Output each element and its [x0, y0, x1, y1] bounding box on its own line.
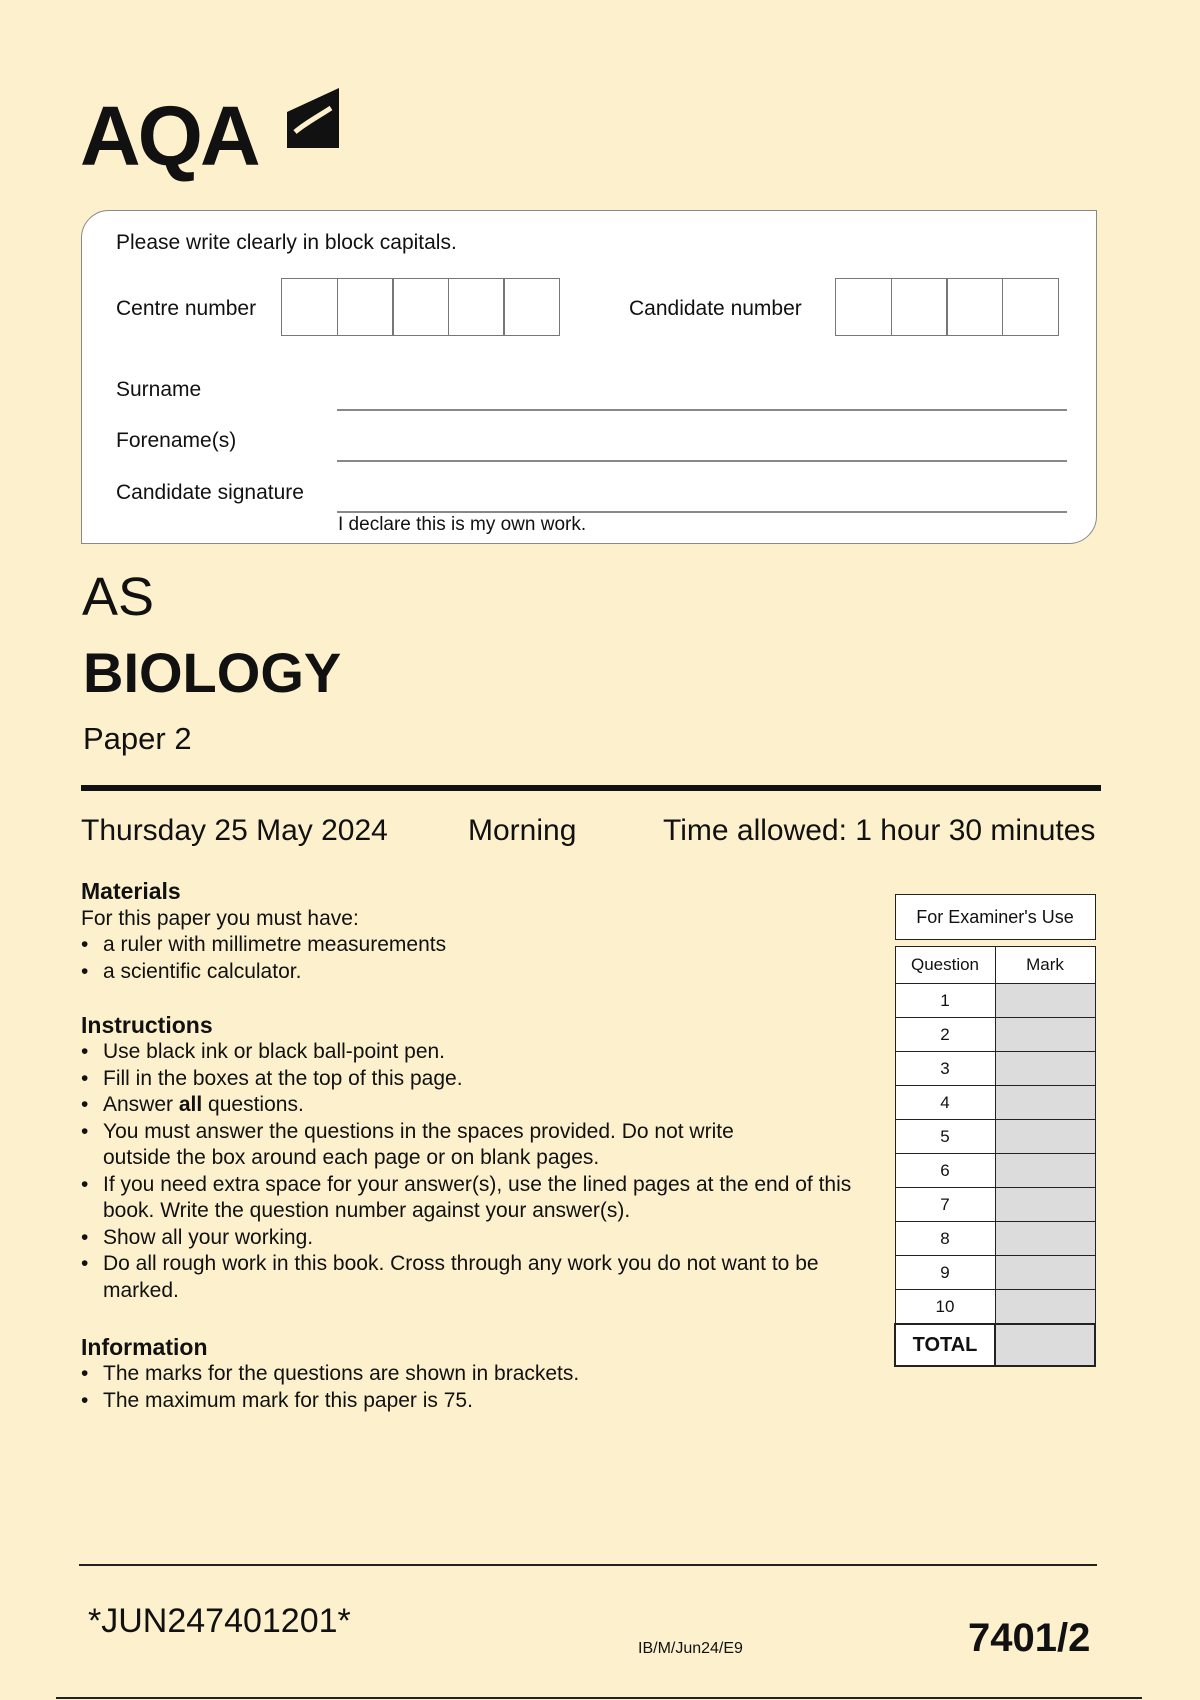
table-row [895, 1222, 1095, 1256]
time-allowed: Time allowed: 1 hour 30 minutes [663, 814, 1096, 847]
paper-title: Paper 2 [83, 721, 192, 756]
table-row [895, 1120, 1095, 1154]
page-bottom-rule [56, 1697, 1142, 1699]
question-number-cell: 5 [895, 1120, 995, 1154]
centre-digit-box[interactable] [337, 278, 394, 336]
signature-line[interactable] [337, 511, 1067, 513]
mark-column-header: Mark [995, 947, 1095, 984]
reference-code: IB/M/Jun24/E9 [638, 1640, 743, 1657]
centre-number-label: Centre number [116, 297, 257, 320]
footer-divider [79, 1564, 1097, 1566]
materials-heading: Materials [81, 878, 181, 904]
candidate-digit-box[interactable] [891, 278, 948, 336]
table-row [895, 1086, 1095, 1120]
question-number-cell: 7 [895, 1188, 995, 1222]
mark-cell[interactable] [995, 1086, 1095, 1120]
total-mark-cell[interactable] [995, 1324, 1095, 1366]
surname-line[interactable] [337, 409, 1067, 411]
surname-label: Surname [116, 378, 202, 401]
instructions-heading: Instructions [81, 1012, 213, 1038]
question-number-cell: 4 [895, 1086, 995, 1120]
information-heading: Information [81, 1334, 208, 1360]
exam-date: Thursday 25 May 2024 [81, 814, 388, 847]
table-row [895, 1188, 1095, 1222]
declaration-text: I declare this is my own work. [338, 514, 587, 535]
question-number-cell: 6 [895, 1154, 995, 1188]
list-item: • If you need extra space for your answer(s), use the lined pages at the end of this book. Write the question number against your answer(s). [81, 1172, 883, 1225]
question-column-header: Question [895, 947, 995, 984]
table-row [895, 1018, 1095, 1052]
table-row [895, 1290, 1095, 1325]
list-item: • a scientific calculator. [81, 959, 881, 986]
candidate-details-box [81, 210, 1097, 544]
list-item: • Show all your working. [81, 1225, 871, 1252]
list-item: • Do all rough work in this book. Cross through any work you do not want to be marked. [81, 1251, 823, 1304]
aqa-leaf-icon [285, 86, 341, 148]
mark-cell[interactable] [995, 1188, 1095, 1222]
candidate-number-label: Candidate number [629, 297, 802, 320]
paper-code: 7401/2 [968, 1616, 1091, 1660]
list-item: • Use black ink or black ball-point pen. [81, 1039, 871, 1066]
materials-list [81, 932, 881, 985]
table-row [895, 1256, 1095, 1290]
instructions-section [81, 1011, 871, 1304]
candidate-digit-box[interactable] [946, 278, 1003, 336]
candidate-digit-box[interactable] [835, 278, 892, 336]
forenames-label: Forename(s) [116, 429, 237, 452]
aqa-logo [80, 86, 340, 186]
list-item: • a ruler with millimetre measurements [81, 932, 881, 959]
list-item: • The marks for the questions are shown in brackets. [81, 1361, 881, 1388]
question-number-cell: 10 [895, 1290, 995, 1325]
qualification-level: AS [82, 567, 155, 627]
centre-number-boxes [281, 278, 559, 336]
examiner-use-table [894, 894, 1096, 1367]
candidate-digit-box[interactable] [1002, 278, 1059, 336]
forenames-line[interactable] [337, 460, 1067, 462]
subject-title: BIOLOGY [83, 641, 342, 704]
mark-cell[interactable] [995, 1290, 1095, 1325]
list-item: • Answer all questions. [81, 1092, 871, 1119]
barcode-text: *JUN247401201* [88, 1602, 351, 1640]
question-number-cell: 1 [895, 984, 995, 1018]
question-number-cell: 3 [895, 1052, 995, 1086]
centre-digit-box[interactable] [392, 278, 449, 336]
list-item: • Fill in the boxes at the top of this page. [81, 1066, 871, 1093]
mark-cell[interactable] [995, 1154, 1095, 1188]
emphasis-all: all [178, 1093, 203, 1116]
materials-section [81, 877, 881, 985]
list-item: • You must answer the questions in the spaces provided. Do not write outside the box around each page or on blank pages. [81, 1119, 793, 1172]
signature-label: Candidate signature [116, 481, 304, 504]
list-item: • The maximum mark for this paper is 75. [81, 1388, 881, 1415]
table-row [895, 1154, 1095, 1188]
centre-digit-box[interactable] [281, 278, 338, 336]
information-list [81, 1361, 881, 1414]
question-number-cell: 9 [895, 1256, 995, 1290]
mark-cell[interactable] [995, 1052, 1095, 1086]
materials-intro: For this paper you must have: [81, 907, 359, 930]
question-number-cell: 2 [895, 1018, 995, 1052]
mark-cell[interactable] [995, 1018, 1095, 1052]
mark-cell[interactable] [995, 1222, 1095, 1256]
examiner-table-title: For Examiner's Use [895, 895, 1095, 940]
block-capitals-instruction: Please write clearly in block capitals. [116, 231, 457, 254]
logo-text: AQA [80, 89, 258, 183]
table-row [895, 1052, 1095, 1086]
centre-digit-box[interactable] [448, 278, 505, 336]
question-number-cell: 8 [895, 1222, 995, 1256]
mark-cell[interactable] [995, 984, 1095, 1018]
mark-cell[interactable] [995, 1120, 1095, 1154]
total-label: TOTAL [895, 1324, 995, 1366]
title-divider [81, 785, 1101, 791]
centre-digit-box[interactable] [503, 278, 560, 336]
mark-cell[interactable] [995, 1256, 1095, 1290]
instructions-list [81, 1039, 871, 1304]
exam-session: Morning [468, 814, 577, 847]
candidate-number-boxes [835, 278, 1057, 336]
table-row [895, 984, 1095, 1018]
information-section [81, 1333, 881, 1414]
